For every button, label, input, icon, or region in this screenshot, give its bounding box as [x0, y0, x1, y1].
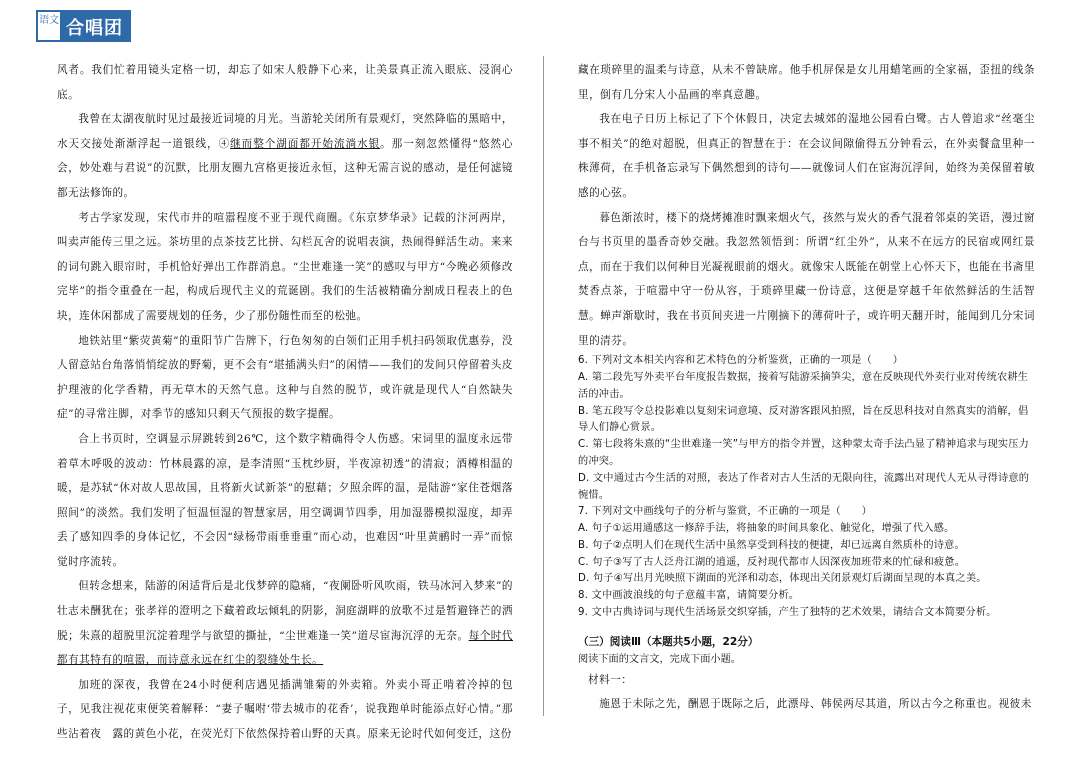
question-line: D. 句子④写出月光映照下湖面的光泽和动态，体现出关闭景观灯后湖面呈现的本真之美。: [578, 573, 987, 585]
paragraph: 但转念想来，陆游的闲适背后是北伐梦碎的隐痛，“夜阑卧听风吹雨，铁马冰河入梦来”的壮志未酬犹在；张孝祥的澄明之下藏着政坛倾轧的阴影，洞庭湖畔的放歌不过是暂避锋芒的洒脱；朱熹的超脱里沉淀着理学与欲望的撕扯，“尘世难逢一笑”道尽宦海沉浮的无奈。每个时代都有其特有的喧嚣，而诗意永远在红尘的裂缝处生长。: [57, 580, 513, 667]
paragraph: 风者。我们忙着用镜头定格一切，却忘了如宋人般静下心来，让美景真正流入眼底、浸润心底。: [57, 64, 513, 101]
paragraph: 考古学家发现，宋代市井的喧嚣程度不亚于现代商圈。《东京梦华录》记载的汴河两岸，叫卖声能传三里之远。茶坊里的点茶技艺比拼、勾栏瓦舍的说唱表演，热闹得鲜活生动。来来的词句跳入眼帘时，手机恰好弹出工作群消息。“尘世难逢一笑”的感叹与甲方“今晚必须修改完毕”的指令重叠在一起，构成后现代主义的荒诞剧。我们的生活被精确分割成日程表上的色块，连休闲都成了需要规划的任务，少了那份随性而至的松弛。: [57, 211, 513, 322]
logo-mark: 语文: [36, 10, 60, 42]
question-line: 7. 下列对文中画线句子的分析与鉴赏，不正确的一项是（ ）: [578, 506, 873, 518]
question-line: 9. 文中古典诗词与现代生活场景交织穿插，产生了独特的艺术效果，请结合文本简要分析。: [578, 607, 997, 619]
question-line: 6. 下列对文本相关内容和艺术特色的分析鉴赏，正确的一项是（ ）: [578, 355, 904, 367]
instruction: 阅读下面的文言文，完成下面小题。: [578, 653, 741, 665]
underlined-sentence-4: 继而整个湖面都开始流淌水银: [230, 137, 381, 150]
logo: [36, 10, 131, 42]
question-line: D. 文中通过古今生活的对照，表达了作者对古人生活的无限向往，流露出对现代人无从寻得诗意的惋惜。: [578, 472, 1030, 501]
material-label: 材料一：: [588, 673, 633, 686]
paragraph: 合上书页时，空调显示屏跳转到26℃，这个数字精确得令人伤感。宋词里的温度永远带着草木呼吸的波动：竹林晨露的凉，是李清照“玉枕纱厨，半夜凉初透”的清寂；酒樽相温的暖，是苏轼“休对故人思故国，且将新火试新茶”的慰藉；夕照余晖的温，是陆游“家住苍烟落照间”的淡然。我们发明了恒温恒湿的智慧家居，用空调调节四季，用加湿器模拟湿度，却弄丢了感知四季的身体记忆，不会因“绿杨带雨垂垂重”而心动，也难因“叶里黄鹂时一弄”而惊觉时序流转。: [57, 432, 513, 568]
material-text: 施恩于未际之先，酬恩于既际之后，此漂母、韩侯两尽其道，所以古今之称重也。视彼未: [599, 697, 1032, 710]
paragraph: 藏在琐碎里的温柔与诗意，从未不曾缺席。他手机屏保是女儿用蜡笔画的全家福，歪扭的线条里，倒有几分宋人小品画的率真意趣。: [578, 64, 1035, 101]
question-line: B. 句子②点明人们在现代生活中虽然享受到科技的便捷，却已远离自然质朴的诗意。: [578, 539, 965, 551]
question-line: C. 第七段将朱熹的“尘世难逢一笑”与甲方的指令并置，这种蒙太奇手法凸显了精神追求与现实压力的冲突。: [578, 439, 1030, 467]
question-line: A. 句子①运用通感这一修辞手法，将抽象的时间具象化、触觉化，增强了代入感。: [578, 523, 955, 535]
paragraph: 我曾在太湖夜航时见过最接近词境的月光。当游轮关闭所有景观灯，突然降临的黑暗中，水天交接处渐渐浮起一道银线，④继而整个湖面都开始流淌水银。那一刻忽然懂得“悠然心会，妙处难与君说”的沉默，比朋友圈九宫格更接近永恒，这种无需言说的感动，是任何滤镜都无法修饰的。: [57, 113, 514, 199]
question-line: A. 第二段先写外卖平台年度报告数据，接着写陆游采摘笋尖，意在反映现代外卖行业对传统农耕生活的冲击。: [578, 371, 1029, 400]
column-divider: [543, 56, 544, 716]
question-line: B. 笔五段写令总投影难以复刻宋词意境、反对游客跟风拍照，旨在反思科技对自然真实的消解，倡导人们静心赏景。: [578, 405, 1029, 434]
paragraph: 地铁站里“紫荧黄菊”的重阳节广告牌下，行色匆匆的白领们正用手机扫码领取优惠券，没人留意站台角落悄悄绽放的野菊，更不会有“堪插满头归”的闲情——我们的发间只停留着头皮护理液的化学香精，再无草木的天然气息。这种与自然的脱节，或许就是现代人“自然缺失症”的寻常注脚，对季节的感知只剩天气预报的数字提醒。: [57, 334, 513, 421]
right-column: [578, 58, 1035, 716]
paragraph: 我在电子日历上标记了下个休假日，决定去城郊的湿地公园看白鹭。古人曾追求“丝毫尘事不相关”的绝对超脱，但真正的智慧在于：在会议间隙偷得五分钟看云，在外卖餐盒里种一株薄荷，在手机备忘录写下偶然想到的诗句——就像词人们在宦海沉浮间，始终为美保留着敏感的心弦。: [578, 113, 1035, 199]
paragraph: 加班的深夜，我曾在24小时便利店遇见插满雏菊的外卖箱。外卖小哥正啃着冷掉的包子，见我注视花束便笑着解释：“妻子嘱咐‘带去城市的花香’，说我跑单时能添点好心情。”那些沾着夜 露的黄色小花，在荧光灯下依然保持着山野的天真。原来无论时代如何变迁，这份: [57, 678, 513, 741]
left-column: [57, 58, 513, 747]
section-title: （三）阅读Ⅲ（本题共5小题，22分）: [578, 635, 759, 648]
question-line: C. 句子③写了古人泛舟江湖的逍遥，反衬现代都市人因深夜加班带来的忙碌和疲惫。: [578, 556, 966, 568]
logo-text: 合唱团: [60, 10, 131, 42]
question-list: [578, 353, 1035, 622]
wavy-underlined-sentence: 每个时代都有其特有的喧嚣，而诗意永远在红尘的裂缝处生长。: [57, 629, 513, 667]
question-line: 8. 文中画波浪线的句子意蕴丰富，请简要分析。: [578, 590, 800, 602]
paragraph: 暮色渐浓时，楼下的烧烤摊准时飘来烟火气，孩然与炭火的香气混着邻桌的笑语，漫过窗台与书页里的墨香奇妙交融。我忽然领悟到：所谓“红尘外”，从来不在远方的民宿或网红景点，而在于我们以何种目光凝视眼前的烟火。就像宋人既能在朝堂上心怀天下，也能在书斋里焚香点茶，于喧嚣中守一份从容，于琐碎里藏一份诗意，这便是穿越千年依然鲜活的生活智慧。蝉声渐歇时，我在书页间夹进一片刚摘下的薄荷叶子，或许明天翻开时，能闻到几分宋词里的清芬。: [578, 211, 1036, 347]
